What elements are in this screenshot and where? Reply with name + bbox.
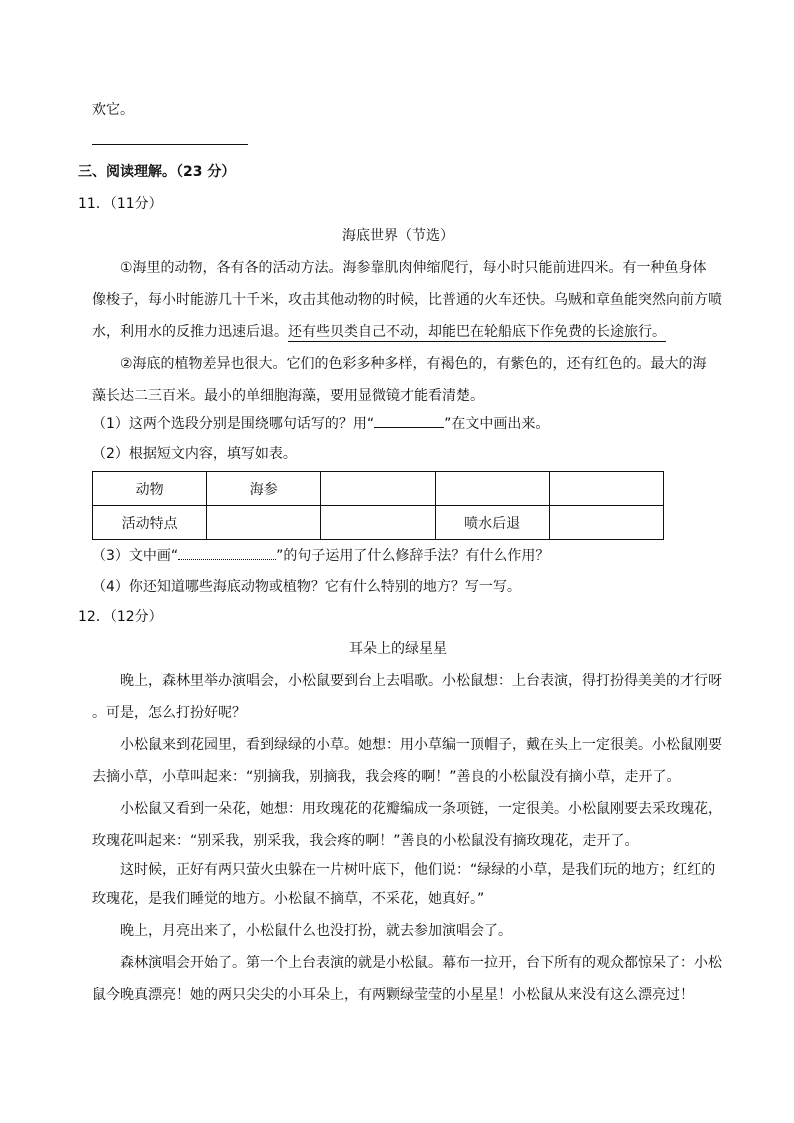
table-cell: 海参 — [207, 472, 321, 506]
q12-line: 玫瑰花，是我们睡觉的地方。小松鼠不摘草，不采花，她真好。” — [92, 891, 485, 907]
section-heading: 三、阅读理解。（23 分） — [78, 164, 236, 180]
q11-p1-line3 — [92, 322, 666, 342]
top-fragment: 欢它。 — [92, 102, 134, 118]
q11-p1-line3-plain: 水，利用水的反推力迅速后退。 — [92, 324, 288, 340]
q12-line: 晚上，森林里举办演唱会，小松鼠要到台上去唱歌。小松鼠想：上台表演，得打扮得美美的才行呀 — [120, 673, 722, 689]
q12-line: 这时候，正好有两只萤火虫躲在一片树叶底下，他们说：“绿绿的小草，是我们玩的地方；红红的 — [120, 862, 716, 878]
table-row — [93, 506, 664, 540]
q12-line: 晚上，月亮出来了，小松鼠什么也没打扮，就去参加演唱会了。 — [120, 923, 512, 939]
q11-number: 11．（11分） — [78, 196, 163, 212]
q11-sub3-text: （3）文中画“ — [92, 548, 179, 564]
table-cell[interactable] — [321, 472, 435, 506]
q11-sub1-blank — [374, 415, 444, 428]
fill-table — [92, 471, 664, 540]
q12-line: 去摘小草，小草叫起来：“别摘我，别摘我，我会疼的啊！”善良的小松鼠没有摘小草，走开了。 — [92, 769, 681, 785]
q12-line: 。可是，怎么打扮好呢？ — [92, 705, 246, 721]
q11-p1-line2: 像梭子，每小时能游几十千米，攻击其他动物的时候，比普通的火车还快。乌贼和章鱼能突然向前方喷 — [92, 292, 722, 308]
q11-sub1-text-end: ”在文中画出来。 — [444, 416, 550, 432]
q11-p1-line1: ①海里的动物，各有各的活动方法。海参靠肌肉伸缩爬行，每小时只能前进四米。有一种鱼身体 — [120, 260, 707, 276]
table-cell: 喷水后退 — [435, 506, 549, 540]
table-cell[interactable] — [549, 472, 663, 506]
q11-sub3 — [92, 546, 549, 566]
q11-underlined-sentence: 还有些贝类自己不动，却能巴在轮船底下作免费的长途旅行。 — [288, 324, 666, 340]
q11-sub4: （4）你还知道哪些海底动物或植物？它有什么特别的地方？写一写。 — [92, 579, 521, 595]
q11-title: 海底世界（节选） — [342, 228, 454, 244]
table-cell: 动物 — [93, 472, 207, 506]
q12-line: 小松鼠来到花园里，看到绿绿的小草。她想：用小草编一顶帽子，戴在头上一定很美。小松鼠刚要 — [120, 737, 722, 753]
table-cell[interactable] — [435, 472, 549, 506]
q12-line: 玫瑰花叫起来：“别采我，别采我，我会疼的啊！”善良的小松鼠没有摘玫瑰花，走开了。 — [92, 833, 639, 849]
q11-p2-line2: 藻长达二三百米。最小的单细胞海藻，要用显微镜才能看清楚。 — [92, 388, 484, 404]
answer-line — [92, 144, 248, 145]
wavy-line-mark — [178, 549, 276, 560]
q12-line: 鼠今晚真漂亮！她的两只尖尖的小耳朵上，有两颗绿莹莹的小星星！小松鼠从来没有这么漂亮过！ — [92, 987, 694, 1003]
q12-line: 森林演唱会开始了。第一个上台表演的就是小松鼠。幕布一拉开，台下所有的观众都惊呆了：小松 — [120, 955, 722, 971]
table-cell[interactable] — [321, 506, 435, 540]
q11-p2-line1: ②海底的植物差异也很大。它们的色彩多种多样，有褐色的，有紫色的，还有红色的。最大的海 — [120, 356, 707, 372]
table-cell[interactable] — [549, 506, 663, 540]
q11-sub1 — [92, 414, 549, 434]
table-cell: 活动特点 — [93, 506, 207, 540]
table-cell[interactable] — [207, 506, 321, 540]
q12-number: 12．（12分） — [78, 609, 163, 625]
q12-title: 耳朵上的绿星星 — [349, 641, 447, 657]
table-row — [93, 472, 664, 506]
q11-sub3-text-end: ”的句子运用了什么修辞手法？有什么作用？ — [276, 548, 550, 564]
q11-sub1-text: （1）这两个选段分别是围绕哪句话写的？用“ — [92, 416, 375, 432]
q11-sub2: （2）根据短文内容，填写如表。 — [92, 446, 297, 462]
q12-line: 小松鼠又看到一朵花，她想：用玫瑰花的花瓣编成一条项链，一定很美。小松鼠刚要去采玫瑰花， — [120, 801, 722, 817]
